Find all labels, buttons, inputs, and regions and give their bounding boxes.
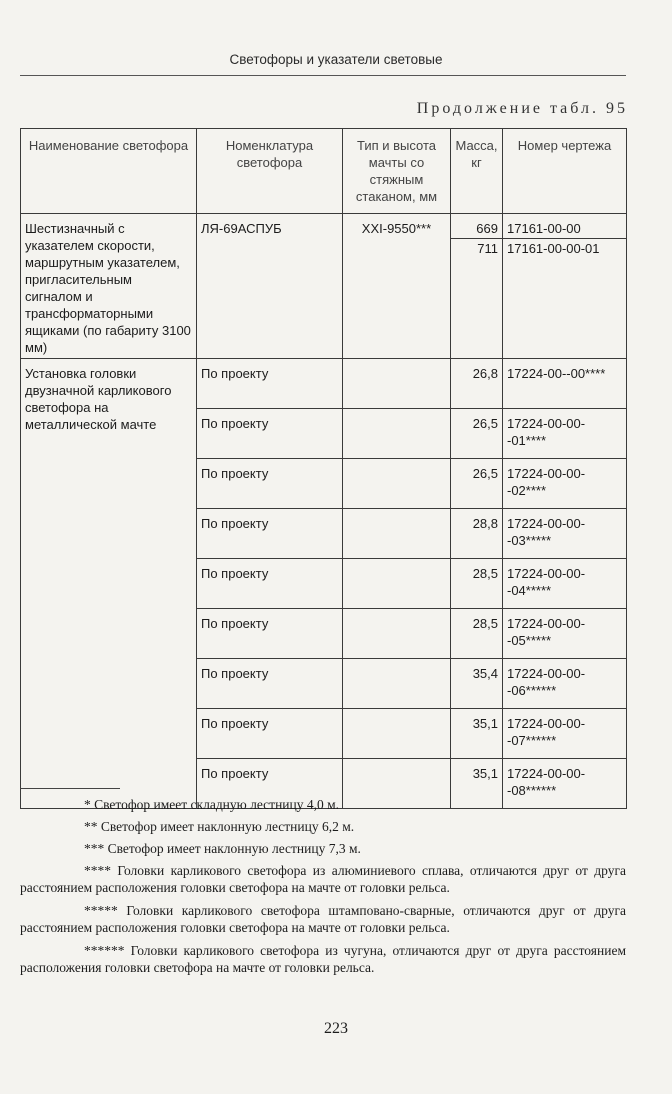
table-header-row (21, 129, 627, 214)
signal-nomenclature: По проекту (197, 559, 343, 609)
mast-type (343, 509, 451, 559)
signal-nomenclature: По проекту (197, 759, 343, 809)
column-header-name: Наименование светофора (21, 129, 197, 214)
signal-nomenclature: По проекту (197, 359, 343, 409)
drawing-number: 17161-00-00-01 (507, 241, 600, 256)
drawing-number: 17224-00-00--03***** (503, 509, 627, 559)
mast-type (343, 359, 451, 409)
mast-type (343, 459, 451, 509)
signal-nomenclature: По проекту (197, 609, 343, 659)
column-header-mast: Тип и высота мачты со стяжным стаканом, мм (343, 129, 451, 214)
footnote: *** Светофор имеет наклонную лестницу 7,3 м. (84, 841, 361, 856)
mast-type (343, 659, 451, 709)
signal-nomenclature: По проекту (197, 409, 343, 459)
signal-name: Установка головки двузначной карликового светофора на металлической мачте (21, 359, 197, 809)
mass-value: 28,5 (451, 559, 503, 609)
mast-type (343, 609, 451, 659)
mass-value: 26,5 (451, 459, 503, 509)
drawing-number: 17224-00-00--05***** (503, 609, 627, 659)
footnote: ****** Головки карликового светофора из чугуна, отличаются друг от друга расстоянием расположения головки светофора на мачте от головки рельса. (20, 943, 626, 975)
signal-nomenclature: По проекту (197, 659, 343, 709)
drawing-number: 17224-00-00--06****** (503, 659, 627, 709)
mass-value: 35,1 (451, 759, 503, 809)
drawing-number: 17224-00-00--07****** (503, 709, 627, 759)
column-header-nomenclature: Номенклатура светофора (197, 129, 343, 214)
mast-type (343, 409, 451, 459)
footnote: ***** Головки карликового светофора штамповано-сварные, отличаются друг от друга расстоянием расположения головки светофора на мачте от головки рельса. (20, 903, 626, 935)
signal-nomenclature: По проекту (197, 709, 343, 759)
mass-value: 28,8 (451, 509, 503, 559)
mass-value: 26,8 (451, 359, 503, 409)
mass-value: 669 (451, 220, 502, 239)
column-header-mass: Масса, кг (451, 129, 503, 214)
mass-value: 28,5 (451, 609, 503, 659)
mast-type (343, 709, 451, 759)
table-row (21, 214, 627, 359)
running-title: Светофоры и указатели световые (229, 52, 443, 67)
footnote: **** Головки карликового светофора из алюминиевого сплава, отличаются друг от друга расстоянием расположения головки светофора на мачте от головки рельса. (20, 863, 626, 895)
mast-type (343, 559, 451, 609)
mass-value: 35,4 (451, 659, 503, 709)
signal-name: Шестизначный с указателем скорости, маршрутным указателем, пригласительным сигналом и трансформаторными ящиками (по габариту 3100 мм) (21, 214, 197, 359)
signal-nomenclature: ЛЯ-69АСПУБ (197, 214, 343, 359)
signal-nomenclature: По проекту (197, 509, 343, 559)
drawing-number: 17224-00-00--08****** (503, 759, 627, 809)
drawing-number: 17224-00-00--02**** (503, 459, 627, 509)
header-rule (20, 75, 626, 76)
mass-value: 35,1 (451, 709, 503, 759)
drawing-number: 17224-00-00--04***** (503, 559, 627, 609)
mast-type: XXI-9550*** (343, 214, 451, 359)
footnotes (20, 796, 626, 982)
signals-table (20, 128, 627, 809)
mass-cell (451, 214, 503, 359)
page-number: 223 (324, 1020, 348, 1037)
column-header-drawing: Номер чертежа (503, 129, 627, 214)
drawing-number: 17224-00-00--01**** (503, 409, 627, 459)
drawing-cell (503, 214, 627, 359)
mass-value: 711 (477, 241, 498, 256)
mass-value: 26,5 (451, 409, 503, 459)
drawing-number: 17224-00--00**** (503, 359, 627, 409)
signal-nomenclature: По проекту (197, 459, 343, 509)
footnote: * Светофор имеет складную лестницу 4,0 м. (84, 797, 340, 812)
table-row (21, 359, 627, 409)
table-continuation-label: Продолжение табл. 95 (416, 100, 628, 117)
footnote-rule (20, 788, 120, 789)
footnote: ** Светофор имеет наклонную лестницу 6,2 м. (84, 819, 355, 834)
drawing-number: 17161-00-00 (503, 220, 626, 239)
